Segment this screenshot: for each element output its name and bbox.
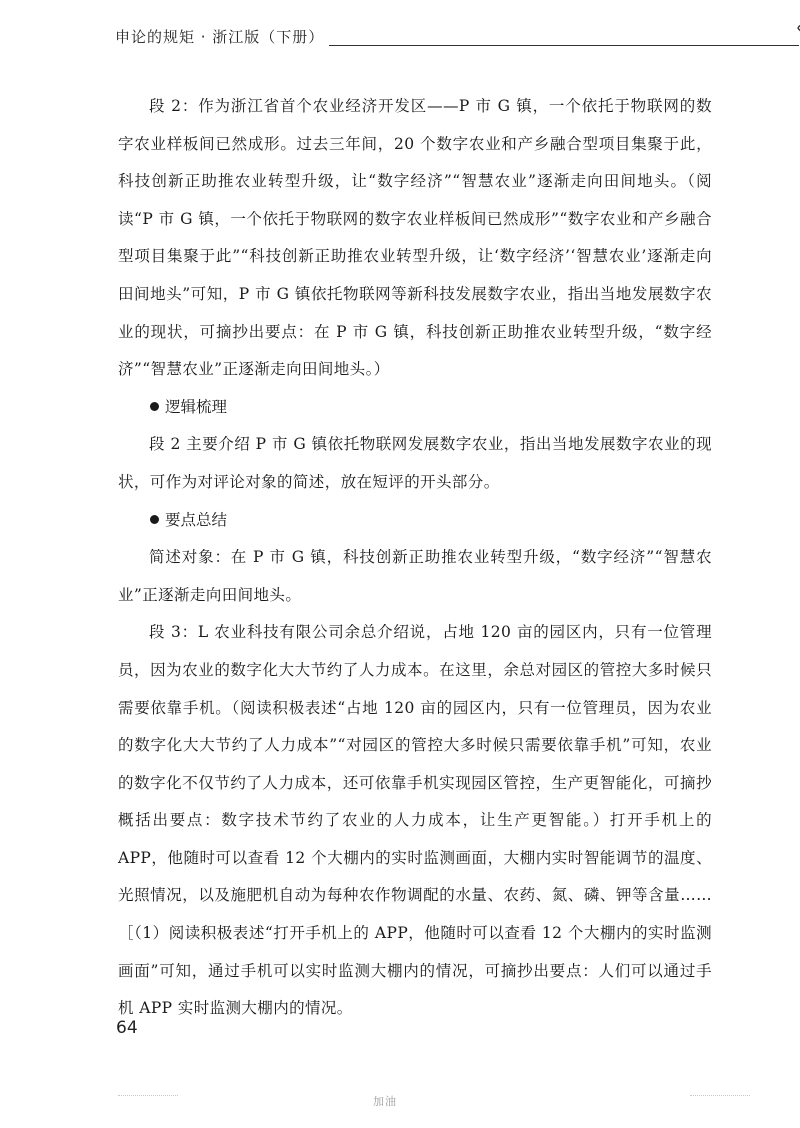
- section-label-summary: [118, 502, 712, 540]
- bullet-icon: [150, 402, 159, 411]
- bullet-icon: [150, 515, 159, 524]
- book-title: 申论的规矩 · 浙江版（下册）: [115, 28, 325, 46]
- logic-text: 段 2 主要介绍 P 市 G 镇依托物联网发展数字农业，指出当地发展数字农业的现状，可作为对评论对象的简述，放在短评的开头部分。: [118, 435, 712, 491]
- paragraph-2: 段 2：作为浙江省首个农业经济开发区——P 市 G 镇，一个依托于物联网的数字农业样板间已然成形。过去三年间，20 个数字农业和产乡融合型项目集聚于此，科技创新正助推农业转型升级，让“数字经济”“智慧农业”逐渐走向田间地头。（阅读“P 市 G 镇，一个依托于物联网的数字农业样板间已然成形”“数字农业和产乡融合型项目集聚于此”“科技创新正助推农业转型升级，让‘数字经济’‘智慧农业’逐渐走向田间地头”可知，P 市 G 镇依托物联网等新科技发展数字农业，指出当地发展数字农业的现状，可摘抄出要点：在 P 市 G 镇，科技创新正助推农业转型升级，“数字经济”“智慧农业”正逐渐走向田间地头。）: [118, 97, 712, 379]
- footer-watermark: 加油: [373, 1095, 397, 1108]
- scan-artifact: [118, 1095, 178, 1102]
- label-text: 逻辑梳理: [165, 397, 228, 416]
- paragraph-3: 段 3：L 农业科技有限公司余总介绍说，占地 120 亩的园区内，只有一位管理员，因为农业的数字化大大节约了人力成本。在这里，余总对园区的管控大多时候只需要依靠手机。（阅读积极表述“占地 120 亩的园区内，只有一位管理员，因为农业的数字化大大节约了人力成本”“对园区的管控大多时候只需要依靠手机”可知，农业的数字化不仅节约了人力成本，还可依靠手机实现园区管控，生产更智能化，可摘抄概括出要点：数字技术节约了农业的人力成本，让生产更智能。）打开手机上的 APP，他随时可以查看 12 个大棚内的实时监测画面，大棚内实时智能调节的温度、光照情况，以及施肥机自动为每种农作物调配的水量、农药、氮、磷、钾等含量……［（1）阅读积极表述“打开手机上的 APP，他随时可以查看 12 个大棚内的实时监测画面”可知，通过手机可以实时监测大棚内的情况，可摘抄出要点：人们可以通过手机 APP 实时监测大棚内的情况。: [118, 623, 712, 1018]
- section-label-logic: [118, 389, 712, 427]
- running-header: [115, 18, 715, 58]
- scan-artifact: [690, 1095, 750, 1102]
- header-rule: [329, 45, 799, 46]
- sprout-icon: [793, 18, 800, 58]
- summary-text: 简述对象：在 P 市 G 镇，科技创新正助推农业转型升级，“数字经济”“智慧农业”正逐渐走向田间地头。: [118, 548, 712, 604]
- label-text: 要点总结: [165, 510, 228, 529]
- page-body: [118, 88, 712, 1028]
- page-number: 64: [116, 1018, 138, 1038]
